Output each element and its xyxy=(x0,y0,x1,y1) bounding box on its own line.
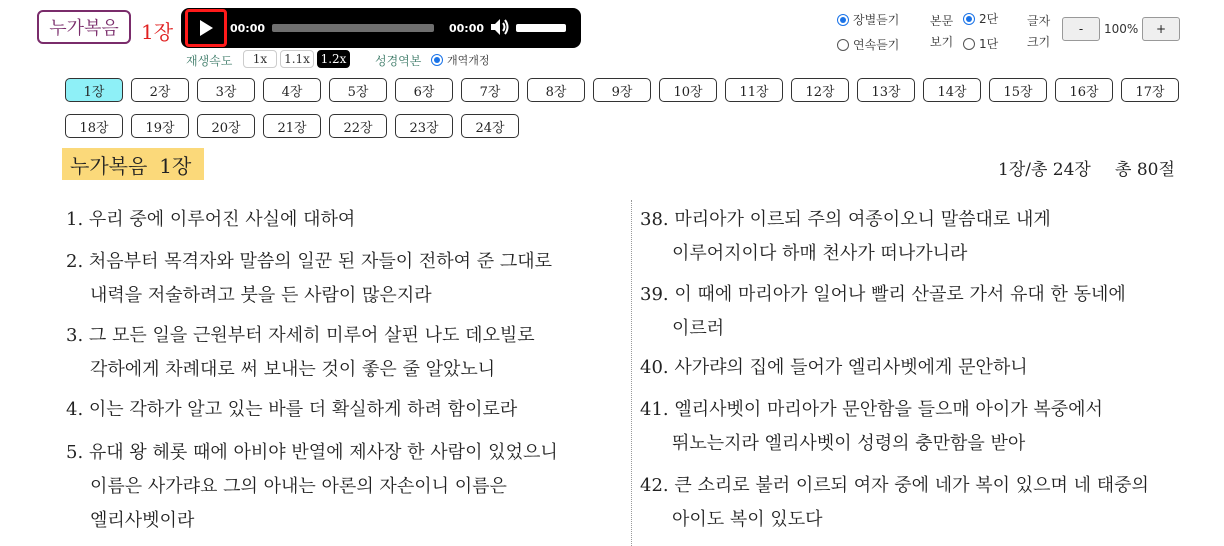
chapter-button-1[interactable]: 1장 xyxy=(65,78,123,102)
chapter-button-16[interactable]: 16장 xyxy=(1055,78,1113,102)
chapter-label: 1장 xyxy=(141,20,174,44)
chapter-button-4[interactable]: 4장 xyxy=(263,78,321,102)
chapter-position: 1장/총 24장 xyxy=(998,160,1091,180)
verse-5: 5. 유대 왕 헤롯 때에 아비야 반열에 제사장 한 사람이 있었으니 이름은 사가랴요 그의 아내는 아론의 자손이니 이름은 엘리사벳이라 xyxy=(66,442,558,531)
chapter-button-22[interactable]: 22장 xyxy=(329,114,387,138)
chapter-button-7[interactable]: 7장 xyxy=(461,78,519,102)
listen-mode-chapter[interactable] xyxy=(837,11,899,28)
chapter-button-23[interactable]: 23장 xyxy=(395,114,453,138)
listen-chapter-radio[interactable] xyxy=(837,14,849,26)
chapter-button-3[interactable]: 3장 xyxy=(197,78,255,102)
verse-4: 4. 이는 각하가 알고 있는 바를 더 확실하게 하려 함이로라 xyxy=(66,399,518,420)
version-radio[interactable] xyxy=(431,54,443,66)
chapter-button-5[interactable]: 5장 xyxy=(329,78,387,102)
verse-41: 41. 엘리사벳이 마리아가 문안함을 들으매 아이가 복중에서 뛰노는지라 엘리사벳이 성령의 충만함을 받아 xyxy=(640,399,1103,454)
verse-40: 40. 사가랴의 집에 들어가 엘리사벳에게 문안하니 xyxy=(640,357,1028,378)
chapter-button-24[interactable]: 24장 xyxy=(461,114,519,138)
chapter-button-17[interactable]: 17장 xyxy=(1121,78,1179,102)
volume-icon[interactable] xyxy=(489,17,511,41)
book-select-button[interactable]: 누가복음 xyxy=(37,10,131,44)
progress-bar[interactable] xyxy=(272,24,434,32)
listen-chapter-label: 장별듣기 xyxy=(853,13,900,27)
play-icon xyxy=(198,19,214,37)
view-two-column[interactable] xyxy=(963,10,998,27)
speed-1x-button[interactable]: 1x xyxy=(243,50,277,68)
speed-1.2x-button[interactable]: 1.2x xyxy=(317,50,350,68)
speed-label: 재생속도 xyxy=(186,54,233,68)
chapter-button-14[interactable]: 14장 xyxy=(923,78,981,102)
view-one-column[interactable] xyxy=(963,35,998,52)
view-one-column-label: 1단 xyxy=(979,37,999,51)
font-size-value: 100% xyxy=(1104,22,1139,36)
page-title xyxy=(62,148,204,180)
verse-42: 42. 큰 소리로 불러 이르되 여자 중에 네가 복이 있으며 네 태중의 아이도 복이 있도다 xyxy=(640,475,1149,530)
chapter-button-19[interactable]: 19장 xyxy=(131,114,189,138)
chapter-button-9[interactable]: 9장 xyxy=(593,78,651,102)
view-two-column-radio[interactable] xyxy=(963,13,975,25)
title-chapter: 1장 xyxy=(159,153,192,178)
volume-slider[interactable] xyxy=(516,24,566,32)
chapter-button-21[interactable]: 21장 xyxy=(263,114,321,138)
verse-count: 총 80절 xyxy=(1115,160,1175,180)
speed-1.1x-button[interactable]: 1.1x xyxy=(280,50,314,68)
view-two-column-label: 2단 xyxy=(979,12,999,26)
listen-continuous-label: 연속듣기 xyxy=(853,38,900,52)
chapter-button-10[interactable]: 10장 xyxy=(659,78,717,102)
font-increase-button[interactable]: + xyxy=(1142,17,1180,41)
chapter-button-12[interactable]: 12장 xyxy=(791,78,849,102)
view-label-1: 본문 xyxy=(930,14,954,28)
version-option-label: 개역개정 xyxy=(447,54,490,67)
version-option[interactable] xyxy=(431,52,490,68)
view-label-2: 보기 xyxy=(930,35,954,49)
verse-3: 3. 그 모든 일을 근원부터 자세히 미루어 살핀 나도 데오빌로 각하에게 차례대로 써 보내는 것이 좋은 줄 알았노니 xyxy=(66,325,535,380)
listen-mode-continuous[interactable] xyxy=(837,36,899,53)
chapter-button-18[interactable]: 18장 xyxy=(65,114,123,138)
current-time: 00:00 xyxy=(230,22,266,35)
chapter-button-8[interactable]: 8장 xyxy=(527,78,585,102)
view-one-column-radio[interactable] xyxy=(963,38,975,50)
chapter-button-2[interactable]: 2장 xyxy=(131,78,189,102)
chapter-button-15[interactable]: 15장 xyxy=(989,78,1047,102)
chapter-button-6[interactable]: 6장 xyxy=(395,78,453,102)
duration-time: 00:00 xyxy=(449,22,485,35)
play-button[interactable] xyxy=(185,9,227,47)
verse-38: 38. 마리아가 이르되 주의 여종이오니 말씀대로 내게 이루어지이다 하매 천사가 떠나가니라 xyxy=(640,209,1051,264)
verse-1: 1. 우리 중에 이루어진 사실에 대하여 xyxy=(66,209,356,230)
verse-39: 39. 이 때에 마리아가 일어나 빨리 산골로 가서 유대 한 동네에 이르러 xyxy=(640,284,1126,339)
column-divider xyxy=(631,200,632,546)
version-label: 성경역본 xyxy=(375,54,422,68)
chapter-button-20[interactable]: 20장 xyxy=(197,114,255,138)
font-size-label-2: 크기 xyxy=(1027,35,1051,49)
chapter-button-13[interactable]: 13장 xyxy=(857,78,915,102)
chapter-button-11[interactable]: 11장 xyxy=(725,78,783,102)
verse-2: 2. 처음부터 목격자와 말씀의 일꾼 된 자들이 전하여 준 그대로 내력을 저술하려고 붓을 든 사람이 많은지라 xyxy=(66,251,553,306)
title-book: 누가복음 xyxy=(70,153,148,178)
font-decrease-button[interactable]: - xyxy=(1062,17,1100,41)
font-size-label-1: 글자 xyxy=(1027,14,1051,28)
listen-continuous-radio[interactable] xyxy=(837,39,849,51)
